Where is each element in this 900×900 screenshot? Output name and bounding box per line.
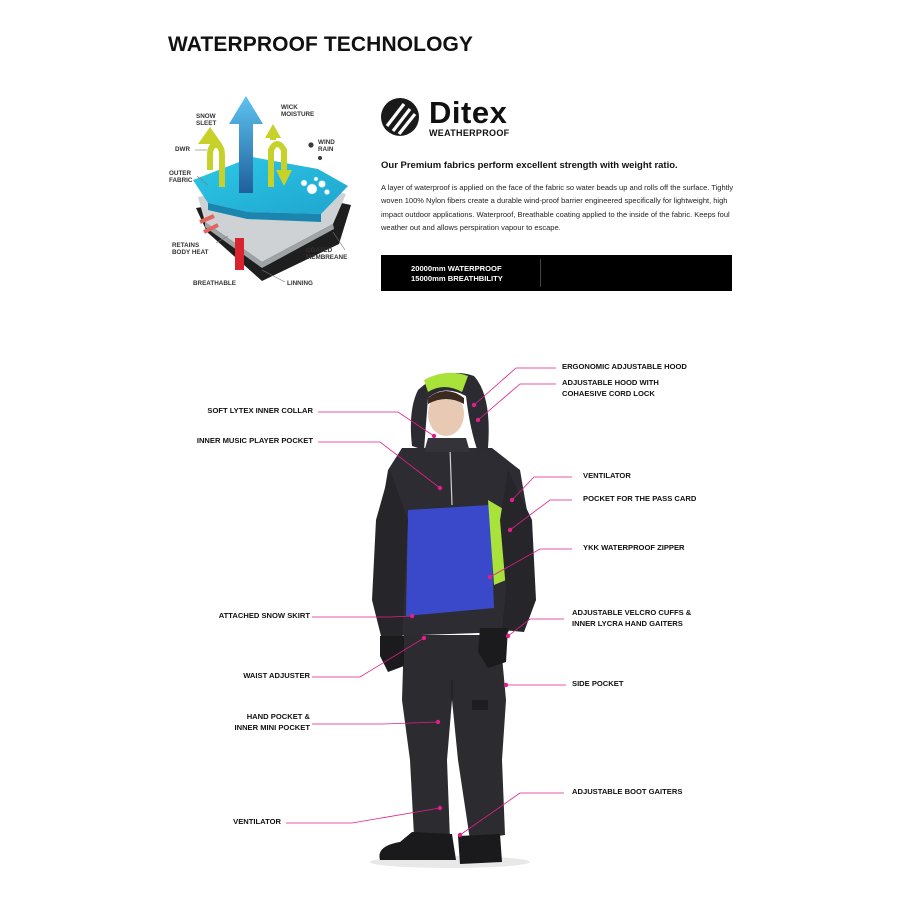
callout-line-ventilator-left (286, 808, 440, 823)
feature-pass-card-pocket: POCKET FOR THE PASS CARD (583, 494, 697, 503)
label-wind-rain: WIND RAIN (318, 139, 335, 154)
feature-hood-cord-lock: ADJUSTABLE HOOD WITH COHAESIVE CORD LOCK (562, 378, 659, 398)
feature-waist-adjuster: WAIST ADJUSTER (243, 671, 310, 680)
callout-line-music-pocket (318, 442, 440, 488)
info-description: A layer of waterproof is applied on the face of the fabric so water beads up and rolls off the surface. Tightly woven 100% Nylon fibers create a durable wind-proof barrier engineered specifically for lightweight, high impact outdoor applications. Waterproof, Breathable coating applied to the inside of the fabric. Keeps foul weather out and allows perspiration vapour to escape. (381, 183, 734, 232)
callout-line-hood-cord (478, 384, 556, 420)
callout-line-ykk-zipper (490, 549, 572, 577)
feature-ventilator-left: VENTILATOR (233, 817, 281, 826)
feature-velcro-cuffs: ADJUSTABLE VELCRO CUFFS & INNER LYCRA HAND GAITERS (572, 608, 692, 628)
brand-name: Ditex (429, 95, 508, 130)
callout-line-hand-pocket (312, 722, 438, 724)
label-outer-fabric: OUTER FABRIC (169, 170, 193, 185)
callout-line-pass-card (510, 500, 572, 530)
feature-boot-gaiters: ADJUSTABLE BOOT GAITERS (572, 787, 683, 796)
feature-side-pocket: SIDE POCKET (572, 679, 624, 688)
callout-line-boot-gaiters (460, 793, 564, 835)
label-wick-moisture: WICK MOISTURE (281, 104, 315, 119)
label-linning: LINNING (287, 280, 313, 287)
info-headline: Our Premium fabrics perform excellent strength with weight ratio. (381, 160, 678, 171)
label-dwr: DWR (175, 146, 191, 153)
feature-snow-skirt: ATTACHED SNOW SKIRT (218, 611, 310, 620)
brand-subtitle: WEATHERPROOF (429, 128, 510, 138)
label-snow-sleet: SNOW SLEET (196, 113, 217, 128)
feature-soft-lytex-collar: SOFT LYTEX INNER COLLAR (207, 406, 313, 415)
callout-line-ventilator-right (512, 477, 572, 500)
label-coated-membrane: COATED MEMBREANE (306, 247, 348, 262)
callout-line-inner-collar (318, 412, 434, 436)
feature-ykk-zipper: YKK WATERPROOF ZIPPER (583, 543, 685, 552)
feature-music-player-pocket: INNER MUSIC PLAYER POCKET (196, 436, 313, 445)
label-retains-body-heat: RETAINS BODY HEAT (172, 242, 209, 257)
spec-waterproof: 20000mm WATERPROOF (411, 264, 502, 273)
callout-line-snow-skirt (312, 616, 412, 617)
callout-line-waist-adjuster (312, 638, 424, 677)
feature-ergonomic-hood: ERGONOMIC ADJUSTABLE HOOD (562, 362, 687, 371)
feature-ventilator-right: VENTILATOR (583, 471, 631, 480)
callout-line-ergonomic-hood (474, 368, 556, 405)
spec-breathability: 15000mm BREATHBILITY (411, 274, 503, 283)
callout-line-velcro-cuffs (508, 619, 564, 636)
feature-hand-pocket: HAND POCKET & INNER MINI POCKET (234, 712, 310, 732)
label-breathable: BREATHABLE (193, 280, 236, 287)
page-title: WATERPROOF TECHNOLOGY (168, 33, 474, 56)
